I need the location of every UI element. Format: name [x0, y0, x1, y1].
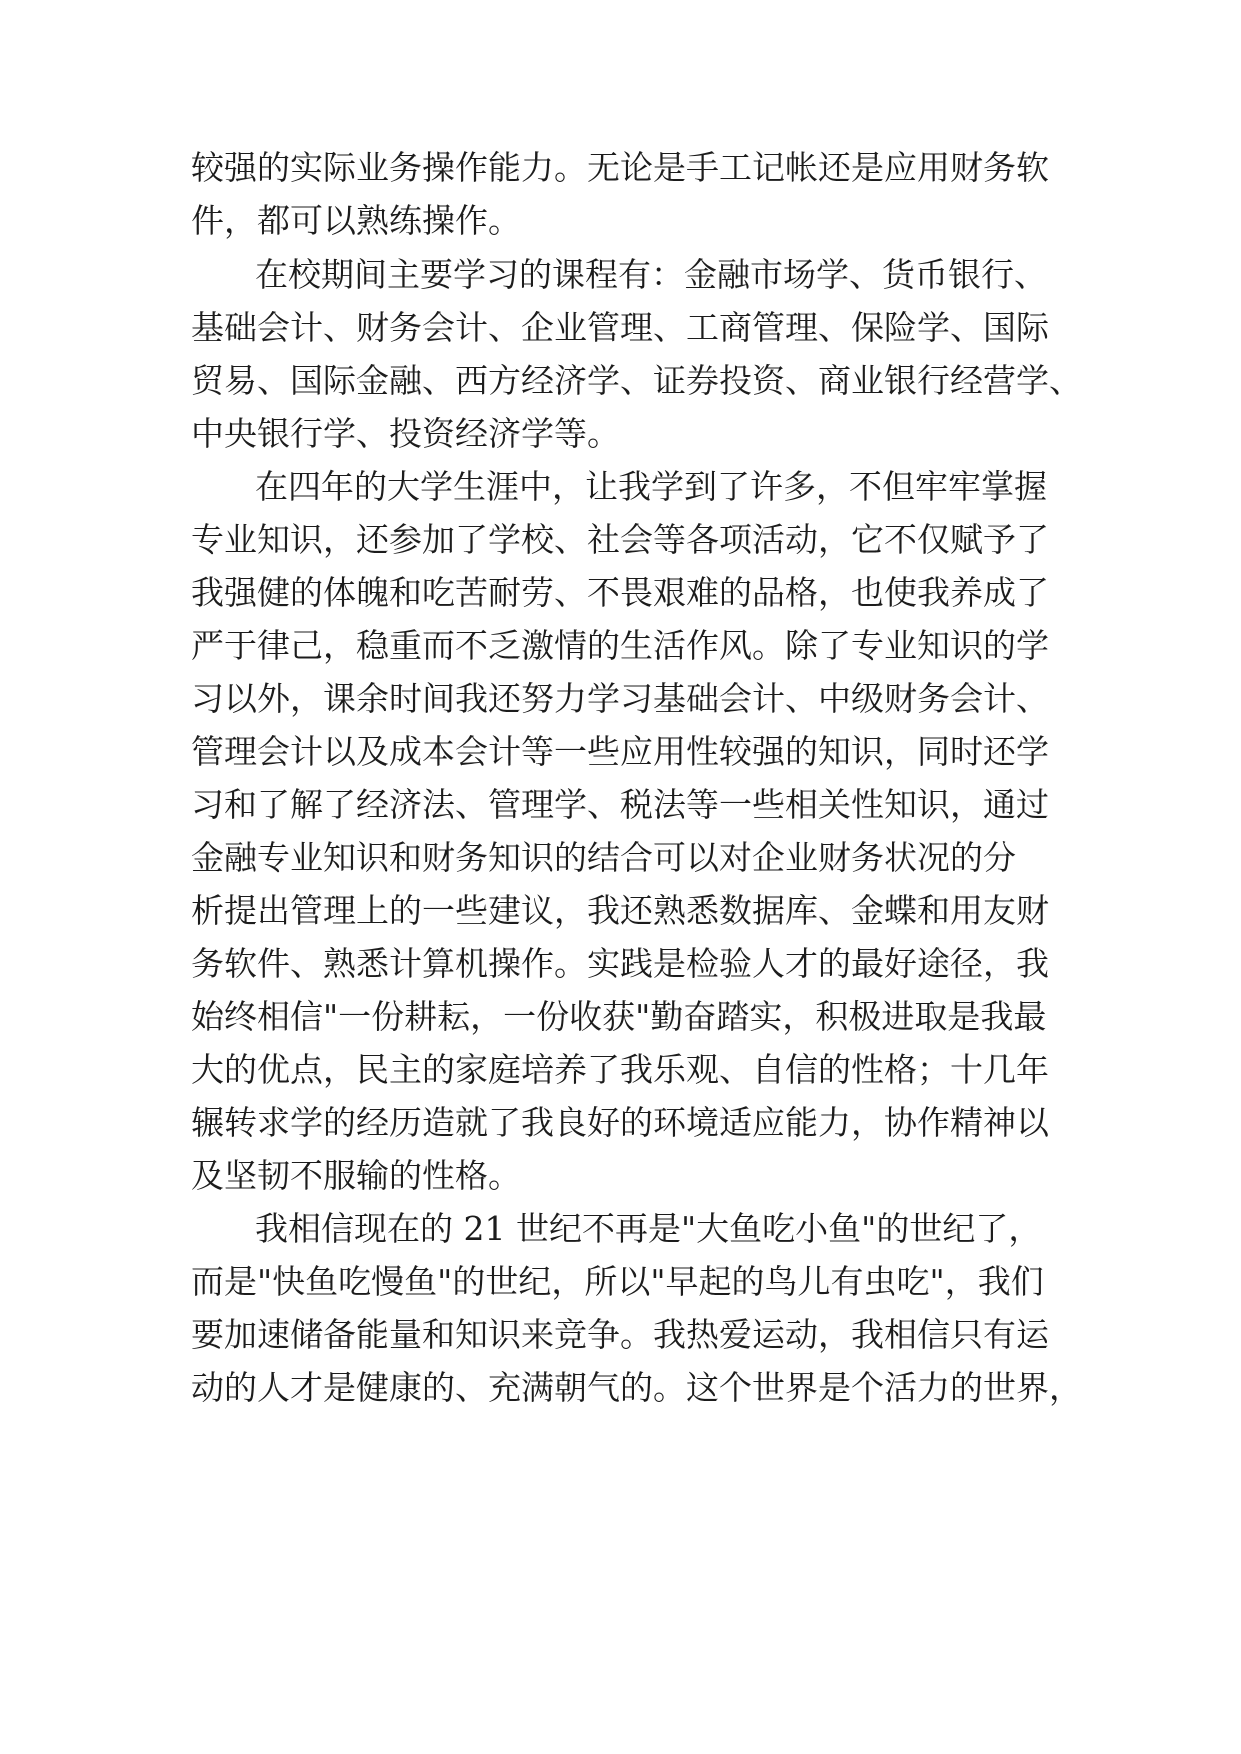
text-line: 动的人才是健康的、充满朝气的。这个世界是个活力的世界，	[191, 1368, 1082, 1407]
text-line: 大的优点，民主的家庭培养了我乐观、自信的性格；十几年	[191, 1050, 1049, 1089]
text-line: 要加速储备能量和知识来竞争。我热爱运动，我相信只有运	[191, 1315, 1049, 1354]
text-line: 习和了解了经济法、管理学、税法等一些相关性知识，通过	[191, 785, 1049, 824]
text-line: 贸易、国际金融、西方经济学、证券投资、商业银行经营学、	[191, 361, 1082, 400]
text-line: 件，都可以熟练操作。	[191, 201, 521, 240]
text-line: 及坚韧不服输的性格。	[191, 1156, 521, 1195]
paragraph-start-line: 我相信现在的 21 世纪不再是"大鱼吃小鱼"的世纪了，	[255, 1209, 1042, 1248]
text-line: 务软件、熟悉计算机操作。实践是检验人才的最好途径，我	[191, 944, 1049, 983]
text-line: 专业知识，还参加了学校、社会等各项活动，它不仅赋予了	[191, 520, 1049, 559]
text-line: 习以外，课余时间我还努力学习基础会计、中级财务会计、	[191, 679, 1049, 718]
text-line: 管理会计以及成本会计等一些应用性较强的知识，同时还学	[191, 732, 1049, 771]
text-line: 金融专业知识和财务知识的结合可以对企业财务状况的分	[191, 838, 1016, 877]
text-line: 始终相信"一份耕耘，一份收获"勤奋踏实，积极进取是我最	[191, 997, 1047, 1036]
text-line: 基础会计、财务会计、企业管理、工商管理、保险学、国际	[191, 308, 1049, 347]
text-line: 而是"快鱼吃慢鱼"的世纪，所以"早起的鸟儿有虫吃"，我们	[191, 1262, 1044, 1301]
text-line: 较强的实际业务操作能力。无论是手工记帐还是应用财务软	[191, 148, 1049, 187]
text-line: 析提出管理上的一些建议，我还熟悉数据库、金蝶和用友财	[191, 891, 1049, 930]
text-line: 中央银行学、投资经济学等。	[191, 414, 620, 453]
text-line: 辗转求学的经历造就了我良好的环境适应能力，协作精神以	[191, 1103, 1049, 1142]
paragraph-start-line: 在四年的大学生涯中，让我学到了许多，不但牢牢掌握	[255, 467, 1047, 506]
text-line: 我强健的体魄和吃苦耐劳、不畏艰难的品格，也使我养成了	[191, 573, 1049, 612]
paragraph-start-line: 在校期间主要学习的课程有：金融市场学、货币银行、	[255, 255, 1047, 294]
text-line: 严于律己，稳重而不乏激情的生活作风。除了专业知识的学	[191, 626, 1049, 665]
